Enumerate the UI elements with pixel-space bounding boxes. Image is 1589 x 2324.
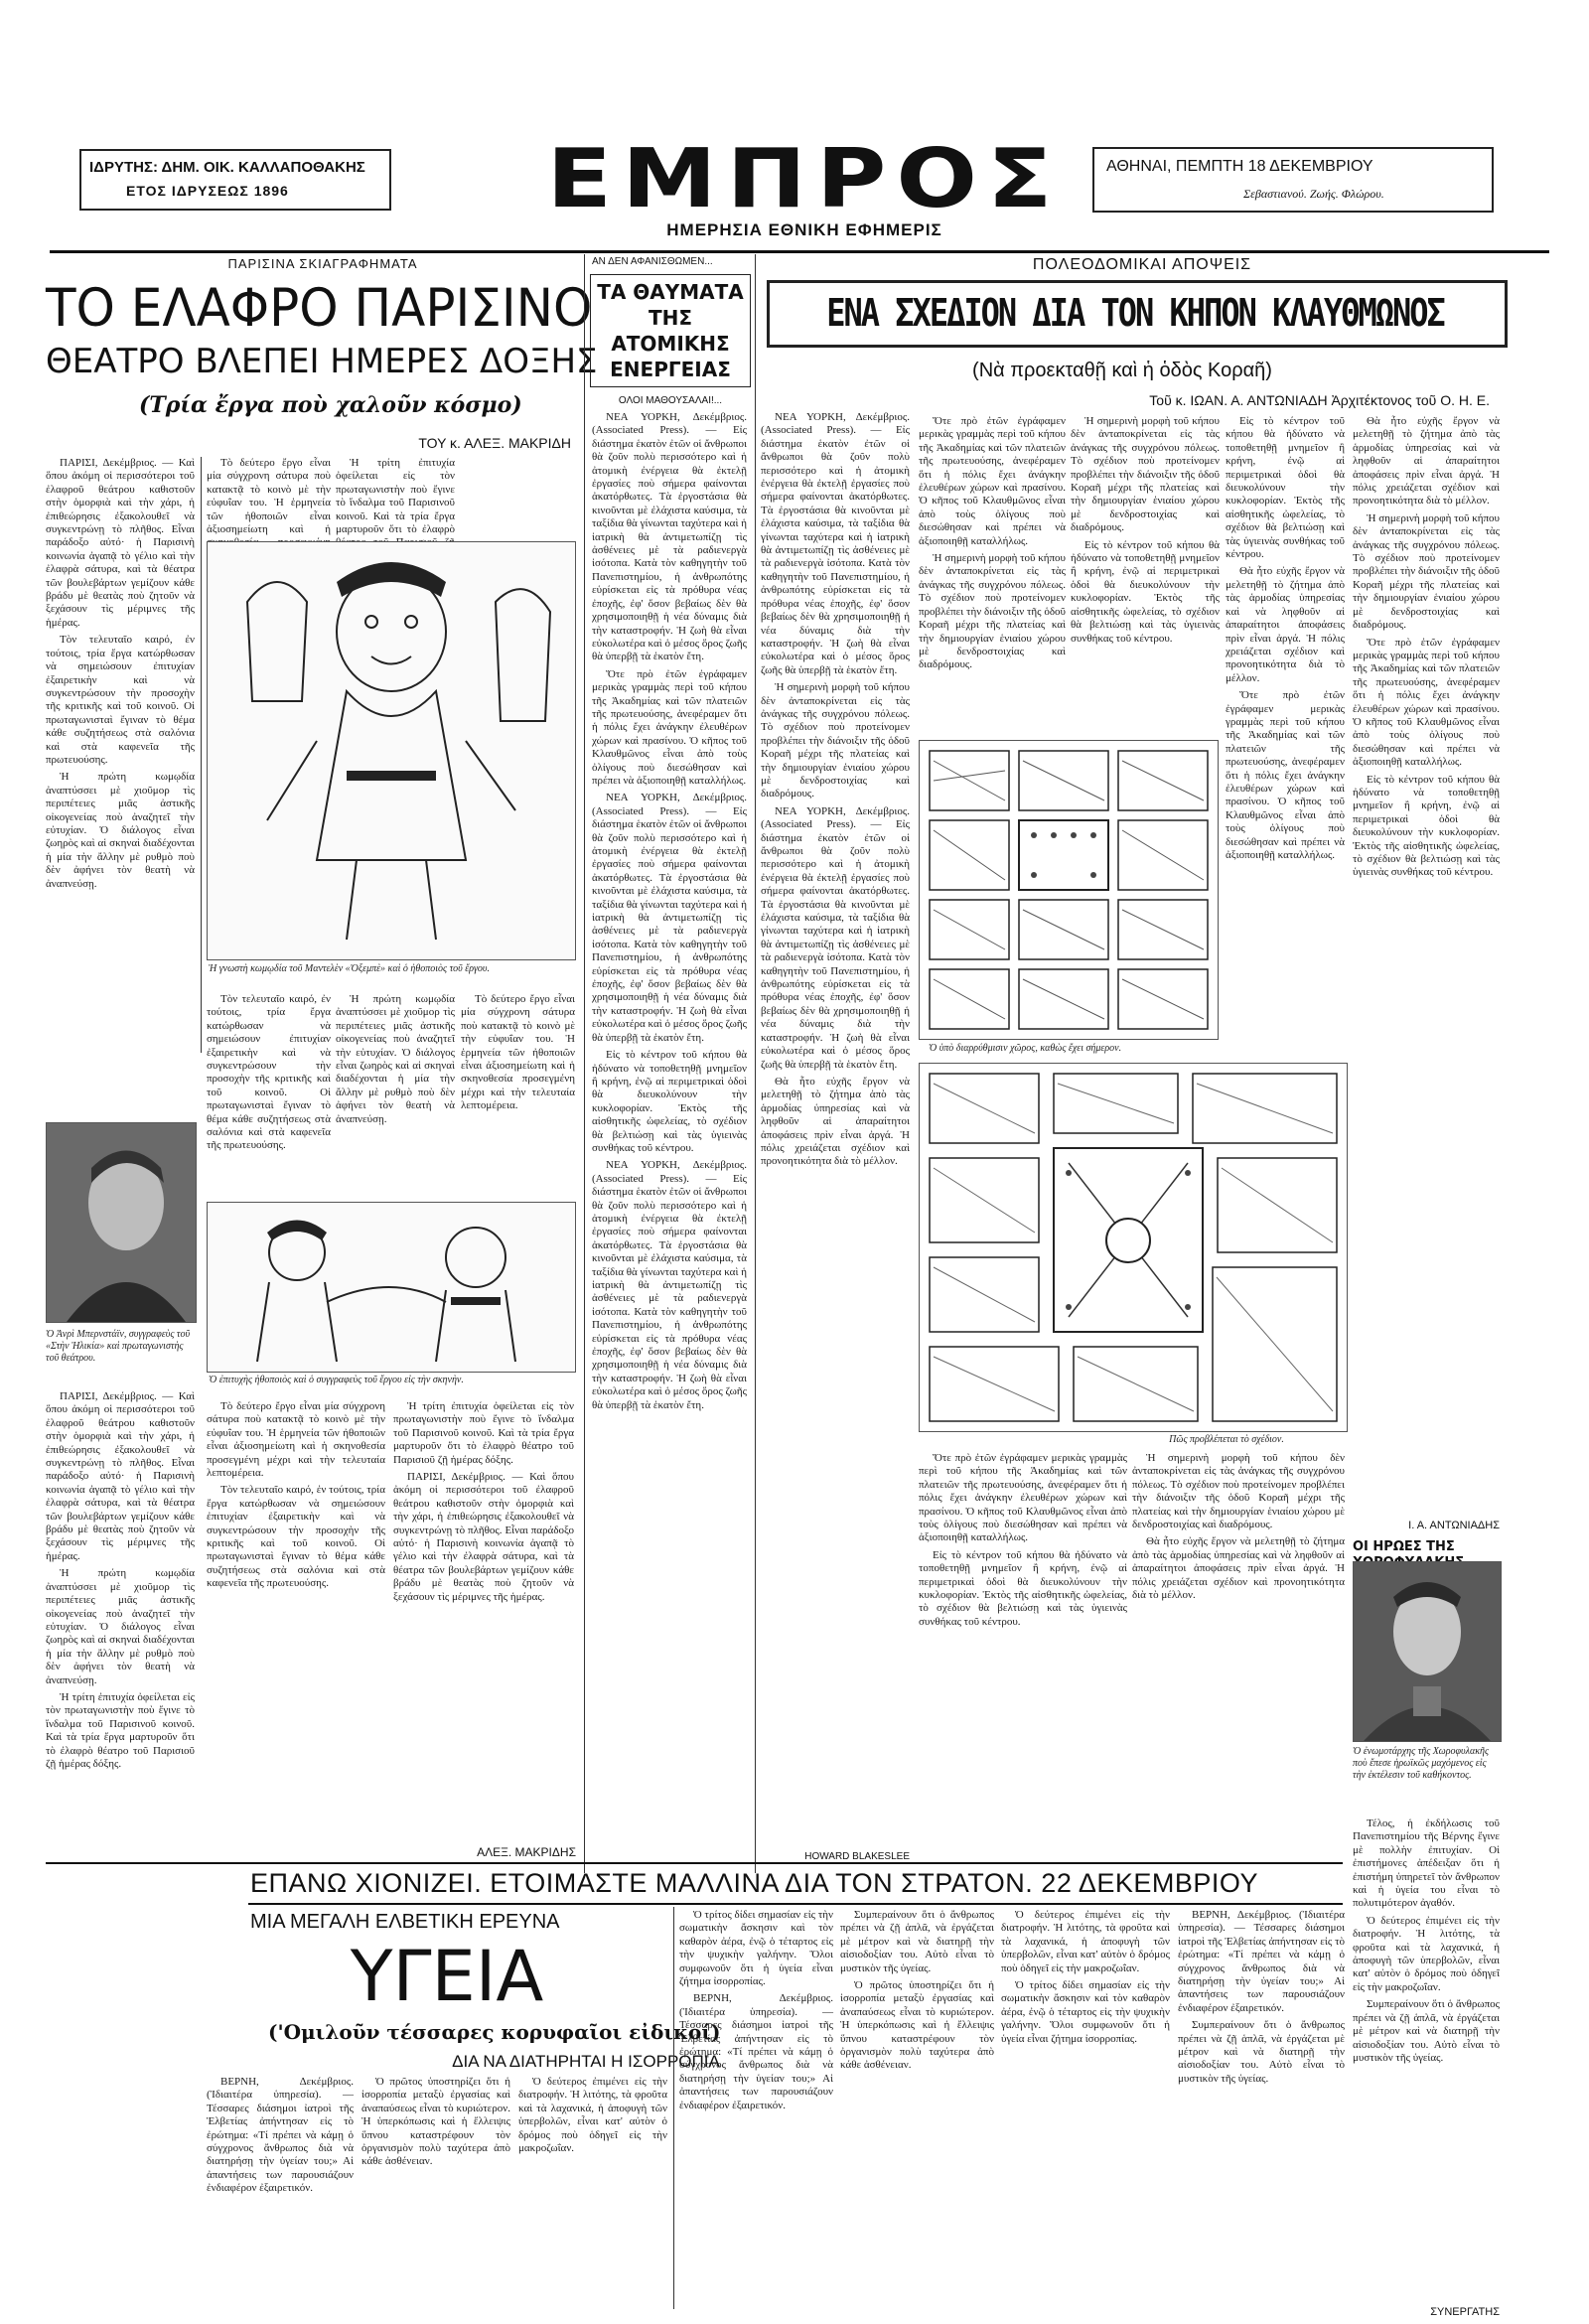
kipos-cap-map-1: Ὁ ὑπὸ διαρρύθμισιν χῶρος, καθὼς ἔχει σήμερον. (929, 1043, 1122, 1054)
city-block-map (920, 741, 1218, 1039)
paris-col-9: Ἡ τρίτη ἐπιτυχία ὀφείλεται εἰς τὸν πρωταγωνιστὴν ποὺ ἔγινε τὸ ἴνδαλμα τοῦ Παρισινοῦ κοινοῦ. Καὶ τὰ τρία ἔργα μαρτυροῦν ὅτι τὸ ἐλαφρὸ θέατρο τοῦ Παρισιοῦ ζῇ ἡμέρας δόξης. ΠΑΡΙΣΙ, Δεκέμβριος. — Καὶ ὅπου ἀκόμη οἱ περισσότεροι τοῦ ἐλαφροῦ θεάτρου καθιστοῦν στὴν ὁμορφιὰ καὶ τὴν χάρι, ἡ ἐπιθεώρησις ἐξακολουθεῖ νὰ συγκεντρώνῃ τὸ πλῆθος. Εἶναι παράδοξο αὐτό· ἡ Παρισινὴ κοινωνία ἀγαπᾷ τὸ γέλιο καὶ τὴν ἐλαφρὰ σάτυρα, καὶ τὰ θέατρα τῶν βουλεβάρτων γεμίζουν κάθε βράδυ μὲ θεατὰς ποὺ ζητοῦν νὰ ξεχάσουν τὶς μέριμνες τῆς ἡμέρας. (393, 1400, 574, 1603)
kipos-byline: Τοῦ κ. ΙΩΑΝ. Α. ΑΝΤΩΝΙΑΔΗ Ἀρχιτέκτονος τοῦ Ο. Η. Ε. (1149, 392, 1490, 408)
paris-kicker: ΠΑΡΙΣΙΝΑ ΣΚΙΑΓΡΑΦΗΜΑΤΑ (227, 256, 418, 271)
health-subhead: ('Ομιλοῦν τέσσαρες κορυφαῖοι εἰδικοί) (268, 2020, 721, 2044)
kipos-col-a: Ὅτε πρὸ ἐτῶν ἐγράφαμεν μερικὰς γραμμὰς περὶ τοῦ κήπου τῆς Ἀκαδημίας καὶ τῶν πλατειῶν τῆς πρωτευούσης, ἀνεφέραμεν ὅτι ἡ πόλις ἔχει ἀνάγκην ἐλευθέρων χώρων καὶ πρασίνου. Ὁ κῆπος τοῦ Κλαυθμῶνος εἶναι ἀπὸ τοὺς ὀλίγους ποὺ διεσώθησαν καὶ πρέπει νὰ ἀξιοποιηθῇ καταλλήλως. Ἡ σημερινὴ μορφὴ τοῦ κήπου δὲν ἀνταποκρίνεται εἰς τὰς ἀνάγκας τῆς συγχρόνου πόλεως. Τὸ σχέδιον ποὺ προτείνομεν προβλέπει τὴν διάνοιξιν τῆς ὁδοῦ Κοραῆ μέχρι τῆς πλατείας καὶ τὴν δημιουργίαν ἑνιαίου χώρου μὲ δενδροστοιχίας καὶ διαδρόμους. (919, 415, 1066, 671)
portrait-photo (47, 1123, 196, 1322)
paris-headline-2: ΘΕΑΤΡΟ ΒΛΕΠΕΙ ΗΜΕΡΕΣ ΔΟΞΗΣ (46, 342, 598, 381)
rule-health (673, 1907, 674, 2309)
paris-col-8: Τὸ δεύτερο ἔργο εἶναι μία σύγχρονη σάτυρα ποὺ κατακτᾷ τὸ κοινὸ μὲ τὴν εὐφυΐαν του. Ἡ ἑρμηνεία τῶν ἠθοποιῶν εἶναι ἀξιοσημείωτη καὶ ἡ σκηνοθεσία προσεγμένη μέχρι καὶ τὴν τελευταία λεπτομέρεια. Τὸν τελευταῖο καιρό, ἐν τούτοις, τρία ἔργα κατώρθωσαν νὰ σημειώσουν ἐπιτυχίαν ἐξαιρετικὴν καὶ νὰ συγκεντρώσουν τὴν προσοχὴν τῆς κριτικῆς καὶ τοῦ κοινοῦ. Οἱ πρωταγωνισταὶ ἔγιναν τὸ θέμα κάθε συζητήσεως στὰ σαλόνια καὶ στὰ καφενεῖα τῆς πρωτευούσης. (207, 1400, 385, 1590)
paris-cap-center: Ἡ γνωστὴ κωμῳδία τοῦ Μαντελὲν «Ὀξεμπὲ» καὶ ὁ ἠθοποιὸς τοῦ ἔργου. (209, 963, 491, 974)
paris-col-4: Τὸν τελευταῖο καιρό, ἐν τούτοις, τρία ἔργα κατώρθωσαν νὰ σημειώσουν ἐπιτυχίαν ἐξαιρετικὴν καὶ νὰ συγκεντρώσουν τὴν προσοχὴν τῆς κριτικῆς καὶ τοῦ κοινοῦ. Οἱ πρωταγωνισταὶ ἔγιναν τὸ θέμα κάθε συζητήσεως στὰ σαλόνια καὶ στὰ καφενεῖα τῆς πρωτευούσης. (207, 993, 331, 1152)
kipos-col-d: Θὰ ἦτο εὐχῆς ἔργον νὰ μελετηθῇ τὸ ζήτημα ἀπὸ τὰς ἁρμοδίας ὑπηρεσίας καὶ νὰ ληφθοῦν αἱ ἀπαραίτητοι ἀποφάσεις πρὶν εἶναι ἀργά. Ἡ πόλις χρειάζεται σχέδιον καὶ προνοητικότητα διὰ τὸ μέλλον. Ἡ σημερινὴ μορφὴ τοῦ κήπου δὲν ἀνταποκρίνεται εἰς τὰς ἀνάγκας τῆς συγχρόνου πόλεως. Τὸ σχέδιον ποὺ προτείνομεν προβλέπει τὴν διάνοιξιν τῆς ὁδοῦ Κοραῆ μέχρι τῆς πλατείας καὶ τὴν δημιουργίαν ἑνιαίου χώρου μὲ δενδροστοιχίας καὶ διαδρόμους. Ὅτε πρὸ ἐτῶν ἐγράφαμεν μερικὰς γραμμὰς περὶ τοῦ κήπου τῆς Ἀκαδημίας καὶ τῶν πλατειῶν τῆς πρωτευούσης, ἀνεφέραμεν ὅτι ἡ πόλις ἔχει ἀνάγκην ἐλευθέρων χώρων καὶ πρασίνου. Ὁ κῆπος τοῦ Κλαυθμῶνος εἶναι ἀπὸ τοὺς ὀλίγους ποὺ διεσώθησαν καὶ πρέπει νὰ ἀξιοποιηθῇ καταλλήλως. Εἰς τὸ κέντρον τοῦ κήπου θὰ ἠδύνατο νὰ τοποθετηθῇ μνημεῖον ἢ κρήνη, ἐνῷ αἱ περιμετρικαὶ ὁδοὶ θὰ διευκολύνουν τὴν κυκλοφορίαν. Ἐκτὸς τῆς αἰσθητικῆς ὠφελείας, τὸ σχέδιον θὰ βελτιώσῃ καὶ τὰς ὑγιεινὰς συνθήκας τοῦ κέντρου. (1353, 415, 1500, 879)
masthead-rule (50, 250, 1549, 253)
atomic-col-1: ΝΕΑ ΥΟΡΚΗ, Δεκέμβριος. (Associated Press). — Εἰς διάστημα ἑκατὸν ἐτῶν οἱ ἄνθρωποι θὰ ζοῦν πολὺ περισσότερο καὶ ἡ ἀτομικὴ ἐνέργεια θὰ ἐκτελῇ ἐργασίες ποὺ σήμερα φαίνονται ἀκατόρθωτες. Τὰ ἐργοστάσια θὰ κινοῦνται μὲ ἐλάχιστα καύσιμα, τὰ ταξίδια θὰ γίνωνται ταχύτερα καὶ ἡ ἰατρικὴ θὰ ἀντιμετωπίζῃ τὶς ἀσθένειες μὲ τὰ ραδιενεργὰ ἰσότοπα. Κατὰ τὸν καθηγητὴν τοῦ Πανεπιστημίου, ἡ ἀνθρωπότης εὑρίσκεται εἰς τὰ πρόθυρα νέας ἐποχῆς, ἐφ' ὅσον βεβαίως δὲν θὰ χρησιμοποιηθῇ ἡ νέα δύναμις διὰ τὴν καταστροφήν. Ἡ ζωὴ θὰ εἶναι εὐκολωτέρα καὶ ὁ μέσος ὅρος ζωῆς θὰ ὑπερβῇ τὰ ἑκατὸν ἔτη. Ὅτε πρὸ ἐτῶν ἐγράφαμεν μερικὰς γραμμὰς περὶ τοῦ κήπου τῆς Ἀκαδημίας καὶ τῶν πλατειῶν τῆς πρωτευούσης, ἀνεφέραμεν ὅτι ἡ πόλις ἔχει ἀνάγκην ἐλευθέρων χώρων καὶ πρασίνου. Ὁ κῆπος τοῦ Κλαυθμῶνος εἶναι ἀπὸ τοὺς ὀλίγους ποὺ διεσώθησαν καὶ πρέπει νὰ ἀξιοποιηθῇ καταλλήλως. ΝΕΑ ΥΟΡΚΗ, Δεκέμβριος. (Associated Press). — Εἰς διάστημα ἑκατὸν ἐτῶν οἱ ἄνθρωποι θὰ ζοῦν πολὺ περισσότερο καὶ ἡ ἀτομικὴ ἐνέργεια θὰ ἐκτελῇ ἐργασίες ποὺ σήμερα φαίνονται ἀκατόρθωτες. Τὰ ἐργοστάσια θὰ κινοῦνται μὲ ἐλάχιστα καύσιμα, τὰ ταξίδια θὰ γίνωνται ταχύτερα καὶ ἡ ἰατρικὴ θὰ ἀντιμετωπίζῃ τὶς ἀσθένειες μὲ τὰ ραδιενεργὰ ἰσότοπα. Κατὰ τὸν καθηγητὴν τοῦ Πανεπιστημίου, ἡ ἀνθρωπότης εὑρίσκεται εἰς τὰ πρόθυρα νέας ἐποχῆς, ἐφ' ὅσον βεβαίως δὲν θὰ χρησιμοποιηθῇ ἡ νέα δύναμις διὰ τὴν καταστροφήν. Ἡ ζωὴ θὰ εἶναι εὐκολωτέρα καὶ ὁ μέσος ὅρος ζωῆς θὰ ὑπερβῇ τὰ ἑκατὸν ἔτη. Εἰς τὸ κέντρον τοῦ κήπου θὰ ἠδύνατο νὰ τοποθετηθῇ μνημεῖον ἢ κρήνη, ἐνῷ αἱ περιμετρικαὶ ὁδοὶ θὰ διευκολύνουν τὴν κυκλοφορίαν. Ἐκτὸς τῆς αἰσθητικῆς ὠφελείας, τὸ σχέδιον θὰ βελτιώσῃ καὶ τὰς ὑγιεινὰς συνθήκας τοῦ κέντρου. ΝΕΑ ΥΟΡΚΗ, Δεκέμβριος. (Associated Press). — Εἰς διάστημα ἑκατὸν ἐτῶν οἱ ἄνθρωποι θὰ ζοῦν πολὺ περισσότερο καὶ ἡ ἀτομικὴ ἐνέργεια θὰ ἐκτελῇ ἐργασίες ποὺ σήμερα φαίνονται ἀκατόρθωτες. Τὰ ἐργοστάσια θὰ κινοῦνται μὲ ἐλάχιστα καύσιμα, τὰ ταξίδια θὰ γίνωνται ταχύτερα καὶ ἡ ἰατρικὴ θὰ ἀντιμετωπίζῃ τὶς ἀσθένειες μὲ τὰ ραδιενεργὰ ἰσότοπα. Κατὰ τὸν καθηγητὴν τοῦ Πανεπιστημίου, ἡ ἀνθρωπότης εὑρίσκεται εἰς τὰ πρόθυρα νέας ἐποχῆς, ἐφ' ὅσον βεβαίως δὲν θὰ χρησιμοποιηθῇ ἡ νέα δύναμις διὰ τὴν καταστροφήν. Ἡ ζωὴ θὰ εἶναι εὐκολωτέρα καὶ ὁ μέσος ὅρος ζωῆς θὰ ὑπερβῇ τὰ ἑκατὸν ἔτη. (592, 411, 747, 1411)
rule-paris-atomic (584, 254, 585, 1873)
health-col-3: Ὁ δεύτερος ἐπιμένει εἰς τὴν διατροφήν. Ἡ λιτότης, τὰ φροῦτα καὶ τὰ λαχανικά, ἡ ἀποφυγὴ τῶν ὑπερβολῶν, εἶναι κατ' αὐτὸν ὁ δρόμος ποὺ ὁδηγεῖ εἰς τὴν μακροζωΐαν. (518, 2076, 667, 2155)
atomic-signoff: HOWARD BLAKESLEE (804, 1851, 910, 1862)
paris-subhead: (Τρία ἔργα ποὺ χαλοῦν κόσμο) (139, 392, 522, 418)
masthead-subtitle: ΗΜΕΡΗΣΙΑ ΕΘΝΙΚΗ ΕΦΗΜΕΡΙΣ (666, 220, 942, 239)
caricature-illustration (208, 542, 575, 959)
kipos-signoff: Ι. Α. ΑΝΤΩΝΙΑΔΗΣ (1408, 1520, 1500, 1531)
kipos-headline: ΕΝΑ ΣΧΕΔΙΟΝ ΔΙΑ ΤΟΝ ΚΗΠΟΝ ΚΛΑΥΘΜΩΝΟΣ (826, 290, 1444, 336)
masthead-title: ΕΜΠΡΟΣ (546, 131, 1063, 226)
paris-col-rule-1 (201, 457, 202, 1053)
kipos-cap-map-2: Πῶς προβλέπεται τὸ σχέδιον. (1169, 1434, 1284, 1445)
paris-cap-bottom: Ὁ ἐπιτυχὴς ἠθοποιὸς καὶ ὁ συγγραφεὺς τοῦ ἔργου εἰς τὴν σκηνὴν. (209, 1375, 464, 1385)
atomic-kicker: ΑΝ ΔΕΝ ΑΦΑΝΙΣΘΩΜΕΝ... (592, 256, 713, 267)
kipos-col-c: Εἰς τὸ κέντρον τοῦ κήπου θὰ ἠδύνατο νὰ τοποθετηθῇ μνημεῖον ἢ κρήνη, ἐνῷ αἱ περιμετρικαὶ ὁδοὶ θὰ διευκολύνουν τὴν κυκλοφορίαν. Ἐκτὸς τῆς αἰσθητικῆς ὠφελείας, τὸ σχέδιον θὰ βελτιώσῃ καὶ τὰς ὑγιεινὰς συνθήκας τοῦ κέντρου. Θὰ ἦτο εὐχῆς ἔργον νὰ μελετηθῇ τὸ ζήτημα ἀπὸ τὰς ἁρμοδίας ὑπηρεσίας καὶ νὰ ληφθοῦν αἱ ἀπαραίτητοι ἀποφάσεις πρὶν εἶναι ἀργά. Ἡ πόλις χρειάζεται σχέδιον καὶ προνοητικότητα διὰ τὸ μέλλον. Ὅτε πρὸ ἐτῶν ἐγράφαμεν μερικὰς γραμμὰς περὶ τοῦ κήπου τῆς Ἀκαδημίας καὶ τῶν πλατειῶν τῆς πρωτευούσης, ἀνεφέραμεν ὅτι ἡ πόλις ἔχει ἀνάγκην ἐλευθέρων χώρων καὶ πρασίνου. Ὁ κῆπος τοῦ Κλαυθμῶνος εἶναι ἀπὸ τοὺς ὀλίγους ποὺ διεσώθησαν καὶ πρέπει νὰ ἀξιοποιηθῇ καταλλήλως. (1226, 415, 1345, 861)
health-col-2: Ὁ πρῶτος ὑποστηρίζει ὅτι ἡ ἰσορροπία μεταξὺ ἐργασίας καὶ ἀναπαύσεως εἶναι τὸ κυριώτερον. Ἡ ὑπερκόπωσις καὶ ἡ ἔλλειψις ὕπνου καταστρέφουν τὸν ὀργανισμὸν πολὺ ταχύτερα ἀπὸ κάθε ἀσθένειαν. (361, 2076, 510, 2168)
health-kicker: ΜΙΑ ΜΕΓΑΛΗ ΕΛΒΕΤΙΚΗ ΕΡΕΥΝΑ (250, 1911, 560, 1933)
rule-atomic-inner (755, 254, 756, 1873)
paris-col-3: Ἡ τρίτη ἐπιτυχία ὀφείλεται εἰς τὸν πρωταγωνιστὴν ποὺ ἔγινε τὸ ἴνδαλμα τοῦ Παρισινοῦ κοινοῦ. Καὶ τὰ τρία ἔργα μαρτυροῦν ὅτι τὸ ἐλαφρὸ (336, 457, 455, 536)
date-box (1092, 147, 1494, 213)
banner-rule-bottom (248, 1903, 1343, 1905)
kipos-col-e: Ὅτε πρὸ ἐτῶν ἐγράφαμεν μερικὰς γραμμὰς περὶ τοῦ κήπου τῆς Ἀκαδημίας καὶ τῶν πλατειῶν τῆς πρωτευούσης, ἀνεφέραμεν ὅτι ἡ πόλις ἔχει ἀνάγκην ἐλευθέρων χώρων καὶ πρασίνου. Ὁ κῆπος τοῦ Κλαυθμῶνος εἶναι ἀπὸ τοὺς ὀλίγους ποὺ διεσώθησαν καὶ πρέπει νὰ ἀξιοποιηθῇ καταλλήλως. Εἰς τὸ κέντρον τοῦ κήπου θὰ ἠδύνατο νὰ τοποθετηθῇ μνημεῖον ἢ κρήνη, ἐνῷ αἱ περιμετρικαὶ ὁδοὶ θὰ διευκολύνουν τὴν κυκλοφορίαν. Ἐκτὸς τῆς αἰσθητικῆς ὠφελείας, τὸ σχέδιον θὰ βελτιώσῃ καὶ τὰς ὑγιεινὰς συνθήκας τοῦ κέντρου. (919, 1452, 1127, 1628)
paris-portrait (46, 1122, 197, 1323)
health-col-1: ΒΕΡΝΗ, Δεκέμβριος. (Ἰδιαιτέρα ὑπηρεσία). — Τέσσαρες διάσημοι ἰατροὶ τῆς Ἑλβετίας ἀπήντησαν εἰς τὸ ἐρώτημα: «Τί πρέπει νὰ κάμῃ ὁ σύγχρονος ἄνθρωπος διὰ νὰ διατηρήσῃ τὴν ὑγείαν του;» Αἱ ἀπαντήσεις των παρουσιάζουν ἐνδιαφέρον ἐξαιρετικόν. (207, 2076, 354, 2195)
kipos-map-2 (919, 1063, 1348, 1432)
heroes-photo (1353, 1561, 1502, 1742)
paris-col-1: ΠΑΡΙΣΙ, Δεκέμβριος. — Καὶ ὅπου ἀκόμη οἱ περισσότεροι τοῦ ἐλαφροῦ θεάτρου καθιστοῦν στὴν ὁμορφιὰ καὶ τὴν χάρι, ἡ ἐπιθεώρησις ἐξακολουθεῖ νὰ συγκεντρώνῃ τὸ πλῆθος. Εἶναι παράδοξο αὐτό· ἡ Παρισινὴ κοινωνία ἀγαπᾷ τὸ γέλιο καὶ τὴν ἐλαφρὰ σάτυρα, καὶ τὰ θέατρα τῶν βουλεβάρτων γεμίζουν κάθε βράδυ μὲ θεατὰς ποὺ ζητοῦν νὰ ξεχάσουν τὶς μέριμνες τῆς ἡμέρας. Τὸν τελευταῖο καιρό, ἐν τούτοις, τρία ἔργα κατώρθωσαν νὰ σημειώσουν ἐπιτυχίαν ἐξαιρετικὴν καὶ νὰ συγκεντρώσουν τὴν προσοχὴν τῆς κριτικῆς καὶ τοῦ κοινοῦ. Οἱ πρωταγωνισταὶ ἔγιναν τὸ θέμα κάθε συζητήσεως στὰ σαλόνια καὶ στὰ καφενεῖα τῆς πρωτευούσης. Ἡ πρώτη κωμῳδία ἀναπτύσσει μὲ χιοῦμορ τὶς περιπέτειες μιᾶς ἀστικῆς οἰκογενείας ποὺ ἀναζητεῖ τὴν εὐτυχίαν. Ὁ διάλογος εἶναι ζωηρὸς καὶ αἱ σκηναὶ διαδέχονται ἡ μία τὴν ἄλλην μὲ ρυθμὸ ποὺ δὲν ἀφήνει τὸν θεατὴ νὰ ἀναπνεύσῃ. (46, 457, 195, 890)
health-signoff: ΣΥΝΕΡΓΑΤΗΣ (1430, 2306, 1500, 2318)
stage-scene-illustration (208, 1203, 575, 1372)
atomic-col-2: ΝΕΑ ΥΟΡΚΗ, Δεκέμβριος. (Associated Press). — Εἰς διάστημα ἑκατὸν ἐτῶν οἱ ἄνθρωποι θὰ ζοῦν πολὺ περισσότερο καὶ ἡ ἀτομικὴ ἐνέργεια θὰ ἐκτελῇ ἐργασίες ποὺ σήμερα φαίνονται ἀκατόρθωτες. Τὰ ἐργοστάσια θὰ κινοῦνται μὲ ἐλάχιστα καύσιμα, τὰ ταξίδια θὰ γίνωνται ταχύτερα καὶ ἡ ἰατρικὴ θὰ ἀντιμετωπίζῃ τὶς ἀσθένειες μὲ τὰ ραδιενεργὰ ἰσότοπα. Κατὰ τὸν καθηγητὴν τοῦ Πανεπιστημίου, ἡ ἀνθρωπότης εὑρίσκεται εἰς τὰ πρόθυρα νέας ἐποχῆς, ἐφ' ὅσον βεβαίως δὲν θὰ χρησιμοποιηθῇ ἡ νέα δύναμις διὰ τὴν καταστροφήν. Ἡ ζωὴ θὰ εἶναι εὐκολωτέρα καὶ ὁ μέσος ὅρος ζωῆς θὰ ὑπερβῇ τὰ ἑκατὸν ἔτη. Ἡ σημερινὴ μορφὴ τοῦ κήπου δὲν ἀνταποκρίνεται εἰς τὰς ἀνάγκας τῆς συγχρόνου πόλεως. Τὸ σχέδιον ποὺ προτείνομεν προβλέπει τὴν διάνοιξιν τῆς ὁδοῦ Κοραῆ μέχρι τῆς πλατείας καὶ τὴν δημιουργίαν ἑνιαίου χώρου μὲ δενδροστοιχίας καὶ διαδρόμους. ΝΕΑ ΥΟΡΚΗ, Δεκέμβριος. (Associated Press). — Εἰς διάστημα ἑκατὸν ἐτῶν οἱ ἄνθρωποι θὰ ζοῦν πολὺ περισσότερο καὶ ἡ ἀτομικὴ ἐνέργεια θὰ ἐκτελῇ ἐργασίες ποὺ σήμερα φαίνονται ἀκατόρθωτες. Τὰ ἐργοστάσια θὰ κινοῦνται μὲ ἐλάχιστα καύσιμα, τὰ ταξίδια θὰ γίνωνται ταχύτερα καὶ ἡ ἰατρικὴ θὰ ἀντιμετωπίζῃ τὶς ἀσθένειες μὲ τὰ ραδιενεργὰ ἰσότοπα. Κατὰ τὸν καθηγητὴν τοῦ Πανεπιστημίου, ἡ ἀνθρωπότης εὑρίσκεται εἰς τὰ πρόθυρα νέας ἐποχῆς, ἐφ' ὅσον βεβαίως δὲν θὰ χρησιμοποιηθῇ ἡ νέα δύναμις διὰ τὴν καταστροφήν. Ἡ ζωὴ θὰ εἶναι εὐκολωτέρα καὶ ὁ μέσος ὅρος ζωῆς θὰ ὑπερβῇ τὰ ἑκατὸν ἔτη. Θὰ ἦτο εὐχῆς ἔργον νὰ μελετηθῇ τὸ ζήτημα ἀπὸ τὰς ἁρμοδίας ὑπηρεσίας καὶ νὰ ληφθοῦν αἱ ἀπαραίτητοι ἀποφάσεις πρὶν εἶναι ἀργά. Ἡ πόλις χρειάζεται σχέδιον καὶ προνοητικότητα διὰ τὸ μέλλον. (761, 411, 910, 1168)
paris-col-5: Ἡ πρώτη κωμῳδία ἀναπτύσσει μὲ χιοῦμορ τὶς περιπέτειες μιᾶς ἀστικῆς οἰκογενείας ποὺ ἀναζητεῖ τὴν εὐτυχίαν. Ὁ διάλογος εἶναι ζωηρὸς καὶ αἱ σκηναὶ διαδέχονται ἡ μία τὴν ἄλλην μὲ ρυθμὸ ποὺ δὲν ἀφήνει τὸν θεατὴ νὰ ἀναπνεύσῃ. (336, 993, 455, 1125)
heroes-kicker: ΟΙ ΗΡΩΕΣ ΤΗΣ (1353, 1539, 1455, 1554)
paris-col-6: Τὸ δεύτερο ἔργο εἶναι μία σύγχρονη σάτυρα ποὺ κατακτᾷ τὸ κοινὸ μὲ τὴν εὐφυΐαν του. Ἡ ἑρμηνεία τῶν ἠθοποιῶν εἶναι ἀξιοσημείωτη καὶ ἡ σκηνοθεσία προσεγμένη μέχρι καὶ τὴν τελευταία λεπτομέρεια. (461, 993, 575, 1112)
kipos-col-f: Ἡ σημερινὴ μορφὴ τοῦ κήπου δὲν ἀνταποκρίνεται εἰς τὰς ἀνάγκας τῆς συγχρόνου πόλεως. Τὸ σχέδιον ποὺ προτείνομεν προβλέπει τὴν διάνοιξιν τῆς ὁδοῦ Κοραῆ μέχρι τῆς πλατείας καὶ τὴν δημιουργίαν ἑνιαίου χώρου μὲ δενδροστοιχίας καὶ διαδρόμους. Θὰ ἦτο εὐχῆς ἔργον νὰ μελετηθῇ τὸ ζήτημα ἀπὸ τὰς ἁρμοδίας ὑπηρεσίας καὶ νὰ ληφθοῦν αἱ ἀπαραίτητοι ἀποφάσεις πρὶν εἶναι ἀργά. Ἡ πόλις χρειάζεται σχέδιον καὶ προνοητικότητα διὰ τὸ μέλλον. (1132, 1452, 1345, 1602)
kipos-kicker: ΠΟΛΕΟΔΟΜΙΚΑΙ ΑΠΟΨΕΙΣ (1032, 256, 1252, 273)
health-deck: ΔΙΑ ΝΑ ΔΙΑΤΗΡΗΤΑΙ Η ΙΣΟΡΡΟΠΙΑ (452, 2052, 720, 2071)
kipos-headline-box (767, 280, 1508, 348)
paris-col-7: ΠΑΡΙΣΙ, Δεκέμβριος. — Καὶ ὅπου ἀκόμη οἱ περισσότεροι τοῦ ἐλαφροῦ θεάτρου καθιστοῦν στὴν ὁμορφιὰ καὶ τὴν χάρι, ἡ ἐπιθεώρησις ἐξακολουθεῖ νὰ συγκεντρώνῃ τὸ πλῆθος. Εἶναι παράδοξο αὐτό· ἡ Παρισινὴ κοινωνία ἀγαπᾷ τὸ γέλιο καὶ τὴν ἐλαφρὰ σάτυρα, καὶ τὰ θέατρα τῶν βουλεβάρτων γεμίζουν κάθε βράδυ μὲ θεατὰς ποὺ ζητοῦν νὰ ξεχάσουν τὶς μέριμνες τῆς ἡμέρας. Ἡ πρώτη κωμῳδία ἀναπτύσσει μὲ χιοῦμορ τὶς περιπέτειες μιᾶς ἀστικῆς οἰκογενείας ποὺ ἀναζητεῖ τὴν εὐτυχίαν. Ὁ διάλογος εἶναι ζωηρὸς καὶ αἱ σκηναὶ διαδέχονται ἡ μία τὴν ἄλλην μὲ ρυθμὸ ποὺ δὲν ἀφήνει τὸν θεατὴ νὰ ἀναπνεύσῃ. Ἡ τρίτη ἐπιτυχία ὀφείλεται εἰς τὸν πρωταγωνιστὴν ποὺ ἔγινε τὸ ἴνδαλμα τοῦ Παρισινοῦ κοινοῦ. Καὶ τὰ τρία ἔργα μαρτυροῦν ὅτι τὸ ἐλαφρὸ θέατρο τοῦ Παρισιοῦ ζῇ ἡμέρας δόξης. (46, 1390, 195, 1770)
founder-line: ΙΔΡΥΤΗΣ: ΔΗΜ. ΟΙΚ. ΚΑΛΛΑΠΟΘΑΚΗΣ (89, 159, 365, 176)
paris-col-2: Τὸ δεύτερο ἔργο εἶναι μία σύγχρονη σάτυρα ποὺ κατακτᾷ τὸ κοινὸ μὲ τὴν εὐφυΐαν του. Ἡ ἑρμηνεία τῶν ἠθοποιῶν εἶναι ἀξιοσημείωτη καὶ ἡ (207, 457, 331, 536)
health-col-7: ΒΕΡΝΗ, Δεκέμβριος. (Ἰδιαιτέρα ὑπηρεσία). — Τέσσαρες διάσημοι ἰατροὶ τῆς Ἑλβετίας ἀπήντησαν εἰς τὸ ἐρώτημα: «Τί πρέπει νὰ κάμῃ ὁ σύγχρονος ἄνθρωπος διὰ νὰ διατηρήσῃ τὴν ὑγείαν του;» Αἱ ἀπαντήσεις των παρουσιάζουν ἐνδιαφέρον ἐξαιρετικόν. Συμπεραίνουν ὅτι ὁ ἄνθρωπος πρέπει νὰ ζῇ ἁπλᾶ, νὰ ἐργάζεται μὲ μέτρον καὶ νὰ διατηρῇ τὴν αἰσιοδοξίαν του. Αὐτὸ εἶναι τὸ μυστικὸν τῆς ὑγείας. (1178, 1909, 1345, 2085)
banner-rule-top (46, 1862, 1343, 1864)
soldier-portrait-photo (1354, 1562, 1501, 1741)
founder-box (79, 149, 391, 211)
saints-line: Σεβαστιανού. Ζωής. Φλώρου. (1243, 187, 1384, 201)
health-col-6: Ὁ δεύτερος ἐπιμένει εἰς τὴν διατροφήν. Ἡ λιτότης, τὰ φροῦτα καὶ τὰ λαχανικά, ἡ ἀποφυγὴ τῶν ὑπερβολῶν, εἶναι κατ' αὐτὸν ὁ δρόμος ποὺ ὁδηγεῖ εἰς τὴν μακροζωΐαν. Ὁ τρίτος δίδει σημασίαν εἰς τὴν σωματικὴν ἄσκησιν καὶ τὸν καθαρὸν ἀέρα, ἐνῷ ὁ τέταρτος εἰς τὴν ψυχικὴν γαλήνην. Ὅλοι συμφωνοῦν ὅτι ἡ ὑγεία εἶναι ζήτημα ἰσορροπίας. (1001, 1909, 1170, 2045)
paris-signoff: ΑΛΕΞ. ΜΑΚΡΙΔΗΣ (477, 1845, 576, 1859)
heroes-caption: Ὁ ἐνωμοτάρχης τῆς Χωροφυλακῆς ποὺ ἔπεσε ἡρωϊκῶς μαχόμενος εἰς τὴν ἐκτέλεσιν τοῦ καθήκοντος. (1353, 1746, 1490, 1781)
paris-cap-left: Ὁ Ἀνρὶ Μπερνστάϊν, συγγραφεὺς τοῦ «Στὴν Ἡλικία» καὶ πρωταγωνιστὴς τοῦ θεάτρου. (46, 1329, 191, 1364)
kipos-map-1 (919, 740, 1219, 1040)
atomic-deck: ΟΛΟΙ ΜΑΘΟΥΣΑΛΑΙ!... (618, 395, 723, 406)
banner: ΕΠΑΝΩ ΧΙΟΝΙΖΕΙ. ΕΤΟΙΜΑΣΤΕ ΜΑΛΛΙΝΑ ΔΙΑ ΤΟΝ ΣΤΡΑΤΟΝ. 22 ΔΕΚΕΜΒΡΙΟΥ (250, 1868, 1259, 1898)
proposed-plan-map (920, 1064, 1347, 1431)
health-col-4: Ὁ τρίτος δίδει σημασίαν εἰς τὴν σωματικὴν ἄσκησιν καὶ τὸν καθαρὸν ἀέρα, ἐνῷ ὁ τέταρτος εἰς τὴν ψυχικὴν γαλήνην. Ὅλοι συμφωνοῦν ὅτι ἡ ὑγεία εἶναι ζήτημα ἰσορροπίας. ΒΕΡΝΗ, Δεκέμβριος. (Ἰδιαιτέρα ὑπηρεσία). — Τέσσαρες διάσημοι ἰατροὶ τῆς Ἑλβετίας ἀπήντησαν εἰς τὸ ἐρώτημα: «Τί πρέπει νὰ κάμῃ ὁ σύγχρονος ἄνθρωπος διὰ νὰ διατηρήσῃ τὴν ὑγείαν του;» Αἱ ἀπαντήσεις των παρουσιάζουν ἐνδιαφέρον ἐξαιρετικόν. (679, 1909, 833, 2111)
atomic-headline: ΤΑ ΘΑΥΜΑΤΑ ΤΗΣ ΑΤΟΜΙΚΗΣ ΕΝΕΡΓΕΙΑΣ (597, 280, 744, 381)
paris-headline-1: ΤΟ ΕΛΑΦΡΟ ΠΑΡΙΣΙΝΟ (46, 277, 593, 339)
date-line: ΑΘΗΝΑΙ, ΠΕΜΠΤΗ 18 ΔΕΚΕΜΒΡΙΟΥ (1106, 158, 1373, 175)
heroes-body: Τέλος, ἡ ἐκδήλωσις τοῦ Πανεπιστημίου τῆς Βέρνης ἔγινε μὲ πολλὴν ἐπιτυχίαν. Οἱ ἐπιστήμονες ἀπέδειξαν ὅτι ἡ ἐπιστήμη ὑπηρετεῖ τὸν ἄνθρωπον καὶ ἡ ὑγεία του εἶναι τὸ πολυτιμότερον ἀγαθόν. Ὁ δεύτερος ἐπιμένει εἰς τὴν διατροφήν. Ἡ λιτότης, τὰ φροῦτα καὶ τὰ λαχανικά, ἡ ἀποφυγὴ τῶν ὑπερβολῶν, εἶναι κατ' αὐτὸν ὁ δρόμος ποὺ ὁδηγεῖ εἰς τὴν μακροζωΐαν. Συμπεραίνουν ὅτι ὁ ἄνθρωπος πρέπει νὰ ζῇ ἁπλᾶ, νὰ ἐργάζεται μὲ μέτρον καὶ νὰ διατηρῇ τὴν αἰσιοδοξίαν του. Αὐτὸ εἶναι τὸ μυστικὸν τῆς ὑγείας. (1353, 1817, 1500, 2064)
paris-byline: ΤΟΥ κ. ΑΛΕΞ. ΜΑΚΡΙΔΗ (418, 435, 571, 451)
founded-line: ΕΤΟΣ ΙΔΡΥΣΕΩΣ 1896 (126, 183, 289, 199)
kipos-subhead: (Νὰ προεκταθῇ καὶ ἡ ὁδὸς Κοραῆ) (972, 360, 1272, 381)
paris-cartoon (207, 541, 576, 960)
atomic-headline-box (590, 274, 751, 387)
paris-scene (207, 1202, 576, 1373)
health-headline: ΥΓΕΙΑ (350, 1936, 544, 2017)
health-col-5: Συμπεραίνουν ὅτι ὁ ἄνθρωπος πρέπει νὰ ζῇ ἁπλᾶ, νὰ ἐργάζεται μὲ μέτρον καὶ νὰ διατηρῇ τὴν αἰσιοδοξίαν του. Αὐτὸ εἶναι τὸ μυστικὸν τῆς ὑγείας. Ὁ πρῶτος ὑποστηρίζει ὅτι ἡ ἰσορροπία μεταξὺ ἐργασίας καὶ ἀναπαύσεως εἶναι τὸ κυριώτερον. Ἡ ὑπερκόπωσις καὶ ἡ ἔλλειψις ὕπνου καταστρέφουν τὸν ὀργανισμὸν πολὺ ταχύτερα ἀπὸ κάθε ἀσθένειαν. (840, 1909, 994, 2072)
kipos-col-b: Ἡ σημερινὴ μορφὴ τοῦ κήπου δὲν ἀνταποκρίνεται εἰς τὰς ἀνάγκας τῆς συγχρόνου πόλεως. Τὸ σχέδιον ποὺ προτείνομεν προβλέπει τὴν διάνοιξιν τῆς ὁδοῦ Κοραῆ μέχρι τῆς πλατείας καὶ τὴν δημιουργίαν ἑνιαίου χώρου μὲ δενδροστοιχίας καὶ διαδρόμους. Εἰς τὸ κέντρον τοῦ κήπου θὰ ἠδύνατο νὰ τοποθετηθῇ μνημεῖον ἢ κρήνη, ἐνῷ αἱ περιμετρικαὶ ὁδοὶ θὰ διευκολύνουν τὴν κυκλοφορίαν. Ἐκτὸς τῆς αἰσθητικῆς ὠφελείας, τὸ σχέδιον θὰ βελτιώσῃ καὶ τὰς ὑγιεινὰς συνθήκας τοῦ κέντρου. (1071, 415, 1220, 645)
